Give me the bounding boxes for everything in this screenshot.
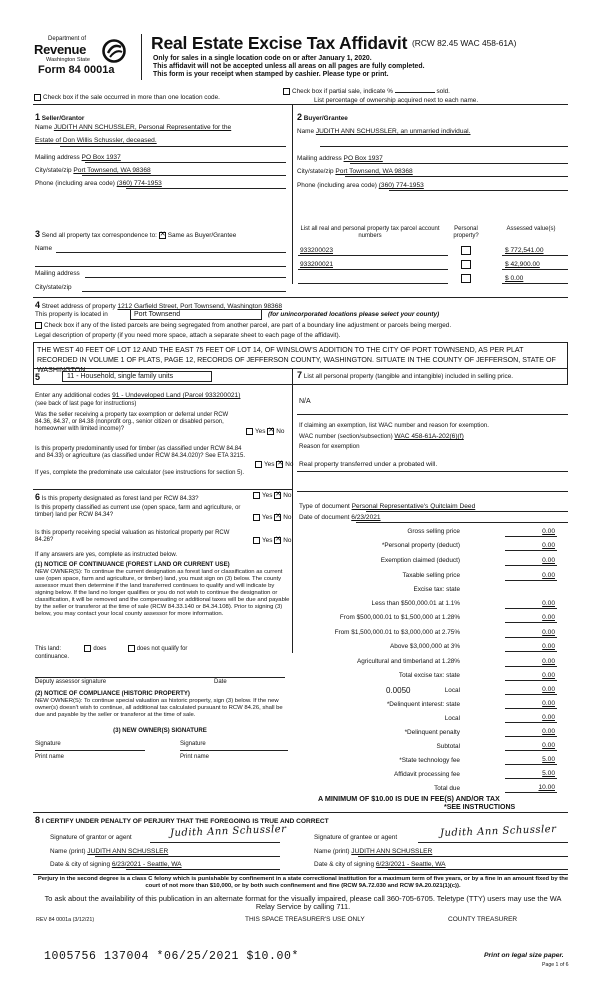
assessed-value[interactable]: $ 772,541.00 — [505, 247, 544, 254]
tax-line-label: Above $3,000,000 at 3% — [390, 643, 460, 650]
county-treasurer-label: COUNTY TREASURER — [448, 916, 518, 923]
tax-line-label: Local — [444, 715, 460, 722]
seller-name-field[interactable]: Name JUDITH ANN SCHUSSLER, Personal Representative for the — [35, 124, 232, 131]
notice-compliance-title: (2) NOTICE OF COMPLIANCE (HISTORIC PROPERTY) — [35, 690, 190, 697]
correspondence-heading: 3 Send all property tax correspondence to: ✕ Same as Buyer/Grantee — [35, 229, 236, 240]
legal-description-label: Legal description of property (if you need more space, attach a separate sheet to each page of the affidavit). — [35, 332, 341, 339]
owner-print-name-label: Print name — [35, 754, 65, 760]
street-address-value: 1212 Garfield Street, Port Townsend, Washington 98368 — [117, 303, 283, 310]
partial-sale-checkbox[interactable] — [283, 88, 290, 95]
tax-line-value[interactable]: 0.00 — [542, 686, 555, 693]
grantee-name-field[interactable]: Name (print) JUDITH ANN SCHUSSLER — [314, 848, 433, 855]
grantor-signature-label: Signature of grantor or agent — [50, 834, 132, 841]
minimum-due-note: A MINIMUM OF $10.00 IS DUE IN FEE(S) AND/OR TAX — [318, 794, 500, 803]
yes-checkbox[interactable] — [253, 537, 260, 544]
street-address-field[interactable]: 4 Street address of property 1212 Garfield Street, Port Townsend, Washington 98368 — [35, 300, 283, 310]
tax-line-value[interactable]: 10.00 — [538, 784, 555, 791]
parcel-number[interactable]: 933200023 — [300, 247, 334, 254]
tax-line-value[interactable]: 0.00 — [542, 528, 555, 535]
no-checkbox[interactable] — [267, 428, 274, 435]
partial-sale-row[interactable]: Check box if partial sale, indicate % sold. — [283, 88, 450, 96]
tax-line-value[interactable]: 0.00 — [542, 728, 555, 735]
yes-checkbox[interactable] — [255, 461, 262, 468]
legal-size-note: Print on legal size paper. — [484, 952, 564, 959]
seller-heading: 1 Seller/Grantor — [35, 112, 85, 122]
personal-property-checkbox[interactable] — [461, 246, 471, 258]
rcw-reference: (RCW 82.45 WAC 458-61A) — [412, 38, 517, 48]
deputy-signature-label: Deputy assessor signature — [35, 679, 107, 685]
reason-value[interactable]: Real property transferred under a probated will. — [299, 461, 438, 468]
tax-line-label: *Delinquent penalty — [404, 729, 460, 736]
predominate-use-note: If yes, complete the predominate use calculator (see instructions for section 5). — [35, 470, 245, 476]
assessed-value-col-header: Assessed value(s) — [506, 226, 556, 232]
no-checkbox[interactable] — [276, 461, 283, 468]
tax-line-label: Less than $500,000.01 at 1.1% — [371, 600, 460, 607]
correspondence-city-label: City/state/zip — [35, 284, 72, 291]
grantee-signature[interactable]: Judith Ann Schussler — [439, 823, 557, 840]
tax-line-value[interactable]: 5.00 — [542, 756, 555, 763]
notice-2: This affidavit will not be accepted unless all areas on all pages are fully completed. — [153, 63, 425, 70]
tax-line-label: Taxable selling price — [402, 572, 460, 579]
grantee-signature-label: Signature of grantee or agent — [314, 834, 398, 841]
dept-line: Department of — [48, 36, 87, 42]
legal-description-field[interactable]: THE WEST 40 FEET OF LOT 12 AND THE EAST 75 FEET OF LOT 14, OF WINSLOW'S ADDITION TO THE CITY OF PORT TOWNSEND, AS PER PLAT RECORDED IN VOLUME 1 OF PLATS, PAGE 12, RECORDS OF JEFFERSON COUNTY, WASHINGTON. SITUATE IN THE COUNTY OF JEFFERSON, STATE OF WASHINGTON. — [33, 342, 568, 385]
correspondence-mailing-field[interactable] — [85, 277, 286, 278]
page-title: Real Estate Excise Tax Affidavit — [151, 33, 408, 53]
page-number: Page 1 of 6 — [542, 962, 569, 968]
yes-checkbox[interactable] — [253, 514, 260, 521]
multi-location-checkbox[interactable] — [34, 94, 41, 101]
assessed-value[interactable]: $ 42,900.00 — [505, 261, 540, 268]
location-select[interactable]: Port Townsend — [130, 309, 262, 320]
seller-name-value: JUDITH ANN SCHUSSLER, Personal Representative for the — [53, 124, 232, 131]
tax-line-value[interactable]: 0.00 — [542, 542, 555, 549]
seller-phone-field[interactable]: Phone (including area code) (360) 774-1953 — [35, 180, 162, 187]
tax-line-value[interactable]: 0.00 — [542, 614, 555, 621]
deputy-signature-field[interactable] — [35, 677, 285, 678]
q-historic-answer[interactable]: Yes ✕ No — [253, 537, 291, 545]
wac-number-field[interactable]: WAC number (section/subsection) WAC 458-61A-202(6)(f) — [299, 433, 464, 440]
header-divider — [141, 34, 142, 80]
grantor-date-field[interactable]: Date & city of signing 6/23/2021 - Seattle, WA — [50, 861, 182, 868]
seller-name-line-2[interactable]: Estate of Don Willis Schussler, deceased. — [35, 137, 157, 144]
tax-line-label: Agricultural and timberland at 1.28% — [356, 658, 460, 665]
no-checkbox[interactable] — [274, 492, 281, 499]
yes-checkbox[interactable] — [253, 492, 260, 499]
q-timber-answer[interactable]: Yes ✕ No — [255, 461, 293, 469]
seller-mailing-field[interactable]: Mailing address PO Box 1937 — [35, 154, 121, 161]
parcel-number[interactable]: 933200021 — [300, 261, 334, 268]
tax-line-label: Subtotal — [436, 743, 460, 750]
treasurer-use-label: THIS SPACE TREASURER'S USE ONLY — [245, 916, 365, 923]
grantor-name-field[interactable]: Name (print) JUDITH ANN SCHUSSLER — [50, 848, 169, 855]
tax-line-label: Gross selling price — [407, 528, 460, 535]
cashier-stamp: 1005756 137004 *06/25/2021 $10.00* — [44, 950, 300, 963]
certify-heading: 8 I CERTIFY UNDER PENALTY OF PERJURY THAT THE FOREGOING IS TRUE AND CORRECT — [35, 815, 329, 825]
tax-line-value[interactable]: 0.00 — [542, 672, 555, 679]
owner-signature-label: Signature — [35, 741, 61, 747]
deputy-date-label: Date — [214, 679, 227, 685]
yes-checkbox[interactable] — [246, 428, 253, 435]
grantor-signature[interactable]: Judith Ann Schussler — [169, 823, 287, 840]
new-owner-signature-title: (3) NEW OWNER(S) SIGNATURE — [113, 727, 207, 734]
tax-line-value[interactable]: 0.00 — [542, 629, 555, 636]
tax-line-label: Affidavit processing fee — [394, 771, 460, 778]
q-historic: Is this property receiving special valuation as historical property per RCW 84.26? — [35, 530, 230, 544]
tax-line-label: Total due — [434, 785, 460, 792]
owner-signature-label-2: Signature — [180, 741, 206, 747]
tax-line-value[interactable]: 0.00 — [542, 714, 555, 721]
same-as-buyer-checkbox[interactable] — [159, 232, 166, 239]
owner-signature-field[interactable] — [35, 750, 145, 751]
personal-property-value[interactable]: N/A — [299, 398, 311, 405]
continuance-label: continuance. — [35, 654, 70, 660]
q-forest-answer[interactable]: Yes ✕ No — [253, 492, 291, 500]
notice-compliance-body: NEW OWNER(S): To continue special valuation as historic property, sign (3) below. If the new owner(s) doesn't wish to continue, all additional tax calculated pursuant to RCW 84.26, shall be due and payable by the seller or transferor at the time of sale. — [35, 698, 283, 719]
reason-label: Reason for exemption — [299, 443, 360, 450]
form-number: Form 84 0001a — [38, 64, 115, 76]
alternate-format-notice: To ask about the availability of this publication in an alternate format for the visually impaired, please call 360-705-6705. Teletype (TTY) users may use the WA Relay Service by calling 711. — [44, 894, 562, 912]
no-checkbox[interactable] — [274, 537, 281, 544]
buyer-heading: 2 Buyer/Grantee — [297, 112, 348, 122]
tax-line-value[interactable]: 0.00 — [542, 572, 555, 579]
q-exemption-answer[interactable]: Yes ✕ No — [246, 428, 284, 436]
perjury-notice: Perjury in the second degree is a class C felony which is punishable by confinement in a state correctional institution for a maximum term of five years, or by a fine in an amount fixed by the court of not more than $10,000, or by both such confinement and fine (RCW 9A.72.030 and RCW 9A.20.021(1)(c)). — [37, 876, 569, 889]
location-note: (for unincorporated locations please select your county) — [268, 311, 440, 318]
does-checkbox[interactable] — [84, 645, 91, 652]
multi-location-checkbox-row[interactable]: Check box if the sale occurred in more than one location code. — [34, 94, 220, 102]
notice-3: This form is your receipt when stamped by cashier. Please type or print. — [153, 71, 389, 78]
segregated-checkbox[interactable] — [35, 322, 42, 329]
does-not-checkbox[interactable] — [128, 645, 135, 652]
dept-name: Revenue — [34, 42, 87, 57]
buyer-city-field[interactable]: City/state/zip Port Townsend, WA 98368 — [297, 168, 413, 175]
tax-line-value[interactable]: 0.00 — [542, 643, 555, 650]
q-forest-land: 6 Is this property designated as forest land per RCW 84.33? — [35, 492, 199, 502]
q-current-use-answer[interactable]: Yes ✕ No — [253, 514, 291, 522]
use-code-select[interactable]: 11 - Household, single family units — [62, 371, 212, 382]
if-yes-note: If any answers are yes, complete as instructed below. — [35, 552, 178, 558]
land-qualifies-row[interactable]: This land: does does not qualify for — [35, 646, 188, 653]
personal-property-col-header: Personal property? — [453, 226, 479, 240]
q-exemption-deferral: Was the seller receiving a property tax exemption or deferral under RCW 84.36, 84.37, or 84.38 (nonprofit org., senior citizen or disabled person, homeowner with limited income)? — [35, 412, 229, 433]
tax-line-label: From $1,500,000.01 to $3,000,000 at 2.75% — [334, 629, 460, 636]
q-current-use: Is this property classified as current use (open space, farm and agriculture, or timber) land per RCW 84.34? — [35, 505, 241, 519]
buyer-name-field[interactable]: Name JUDITH ANN SCHUSSLER, an unmarried individual. — [297, 128, 471, 135]
correspondence-name-field[interactable] — [56, 252, 286, 253]
tax-line-value[interactable]: 0.00 — [542, 600, 555, 607]
seller-city-field[interactable]: City/state/zip Port Townsend, WA 98368 — [35, 167, 151, 174]
segregated-row[interactable]: Check box if any of the listed parcels are being segregated from another parcel, are part of a boundary line adjustment or parcels being merged. — [35, 322, 451, 330]
tax-line-label: *Personal property (deduct) — [381, 542, 460, 549]
tax-line-label: Local — [444, 687, 460, 694]
personal-property-checkbox[interactable] — [461, 260, 471, 272]
tax-line-value[interactable]: 5.00 — [542, 770, 555, 777]
buyer-phone-field[interactable]: Phone (including area code) (360) 774-1953 — [297, 182, 424, 189]
grantee-date-field[interactable]: Date & city of signing 6/23/2021 - Seattle, WA — [314, 861, 446, 868]
tax-line-label: From $500,000.01 to $1,500,000 at 1.28% — [339, 614, 460, 621]
buyer-name-value: JUDITH ANN SCHUSSLER, an unmarried individual. — [315, 128, 471, 135]
revenue-swirl-icon — [102, 39, 126, 63]
personal-property-checkbox[interactable] — [461, 274, 471, 286]
assessed-value[interactable]: $ 0.00 — [505, 275, 524, 282]
personal-property-heading: 7 List all personal property (tangible and intangible) included in selling price. — [297, 370, 514, 380]
correspondence-mailing-label: Mailing address — [35, 270, 80, 277]
buyer-mailing-field[interactable]: Mailing address PO Box 1937 — [297, 155, 383, 162]
see-instructions-note: *SEE INSTRUCTIONS — [444, 804, 516, 811]
tax-line-label: Exemption claimed (deduct) — [380, 557, 460, 564]
tax-line-value[interactable]: 0.00 — [542, 557, 555, 564]
document-date-field[interactable]: Date of document 6/23/2021 — [299, 514, 381, 521]
parcel-col-header: List all real and personal property tax parcel account numbers — [300, 226, 440, 240]
tax-line-label: Total excise tax: state — [398, 672, 460, 679]
notice-continuance-body: NEW OWNER(S): To continue the current designation as forest land or classification as current use (open space, farm and agriculture, or timber) land, you must sign on (3) below. The county assessor must then determine if the land transferred continues to qualify and will indicate by signing below. If the land no longer qualifies or you do not wish to continue the designation or classification, it will be removed and the compensating or additional taxes will be due and payable by the seller or transferor at the time of sale (RCW 84.33.140 or 84.34.108). Prior to signing (3) below, you may contact your local county assessor for more information. — [35, 569, 290, 618]
tax-line-value[interactable]: 0.00 — [542, 742, 555, 749]
owner-print-name-label-2: Print name — [180, 754, 210, 760]
correspondence-city-field[interactable] — [82, 291, 286, 292]
tax-line-value[interactable]: 0.00 — [542, 700, 555, 707]
local-rate: 0.0050 — [386, 686, 411, 695]
property-location-row: This property is located in — [35, 311, 108, 318]
dept-state: Washington State — [46, 57, 90, 63]
partial-sale-note: List percentage of ownership acquired next to each name. — [314, 97, 479, 104]
q-timber-agriculture: Is this property predominantly used for timber (as classified under RCW 84.84 and 84.33) or agriculture (as classified under RCW 84.34.020)? See ETA 3215. — [35, 446, 246, 460]
owner-signature-field-2[interactable] — [180, 750, 288, 751]
notice-1: Only for sales in a single location code on or after January 1, 2020. — [153, 55, 372, 62]
tax-line-label: Excise tax: state — [413, 586, 460, 593]
exemption-label: If claiming an exemption, list WAC number and reason for exemption. — [299, 422, 489, 429]
document-type-field[interactable]: Type of document Personal Representative's Quitclaim Deed — [299, 503, 476, 510]
section5-number: 5 — [35, 372, 41, 382]
revision-code: REV 84 0001a (3/12/21) — [36, 917, 95, 923]
additional-codes-field[interactable]: Enter any additional codes 91 - Undeveloped Land (Parcel 933200021) — [35, 392, 241, 399]
correspondence-name-label: Name — [35, 245, 53, 252]
tax-line-label: *Delinquent interest: state — [386, 701, 460, 708]
notice-continuance-title: (1) NOTICE OF CONTINUANCE (FOREST LAND OR CURRENT USE) — [35, 561, 230, 568]
no-checkbox[interactable] — [274, 514, 281, 521]
tax-line-value[interactable]: 0.00 — [542, 658, 555, 665]
additional-codes-note: (see back of last page for instructions) — [35, 401, 137, 407]
tax-line-label: *State technology fee — [399, 757, 460, 764]
